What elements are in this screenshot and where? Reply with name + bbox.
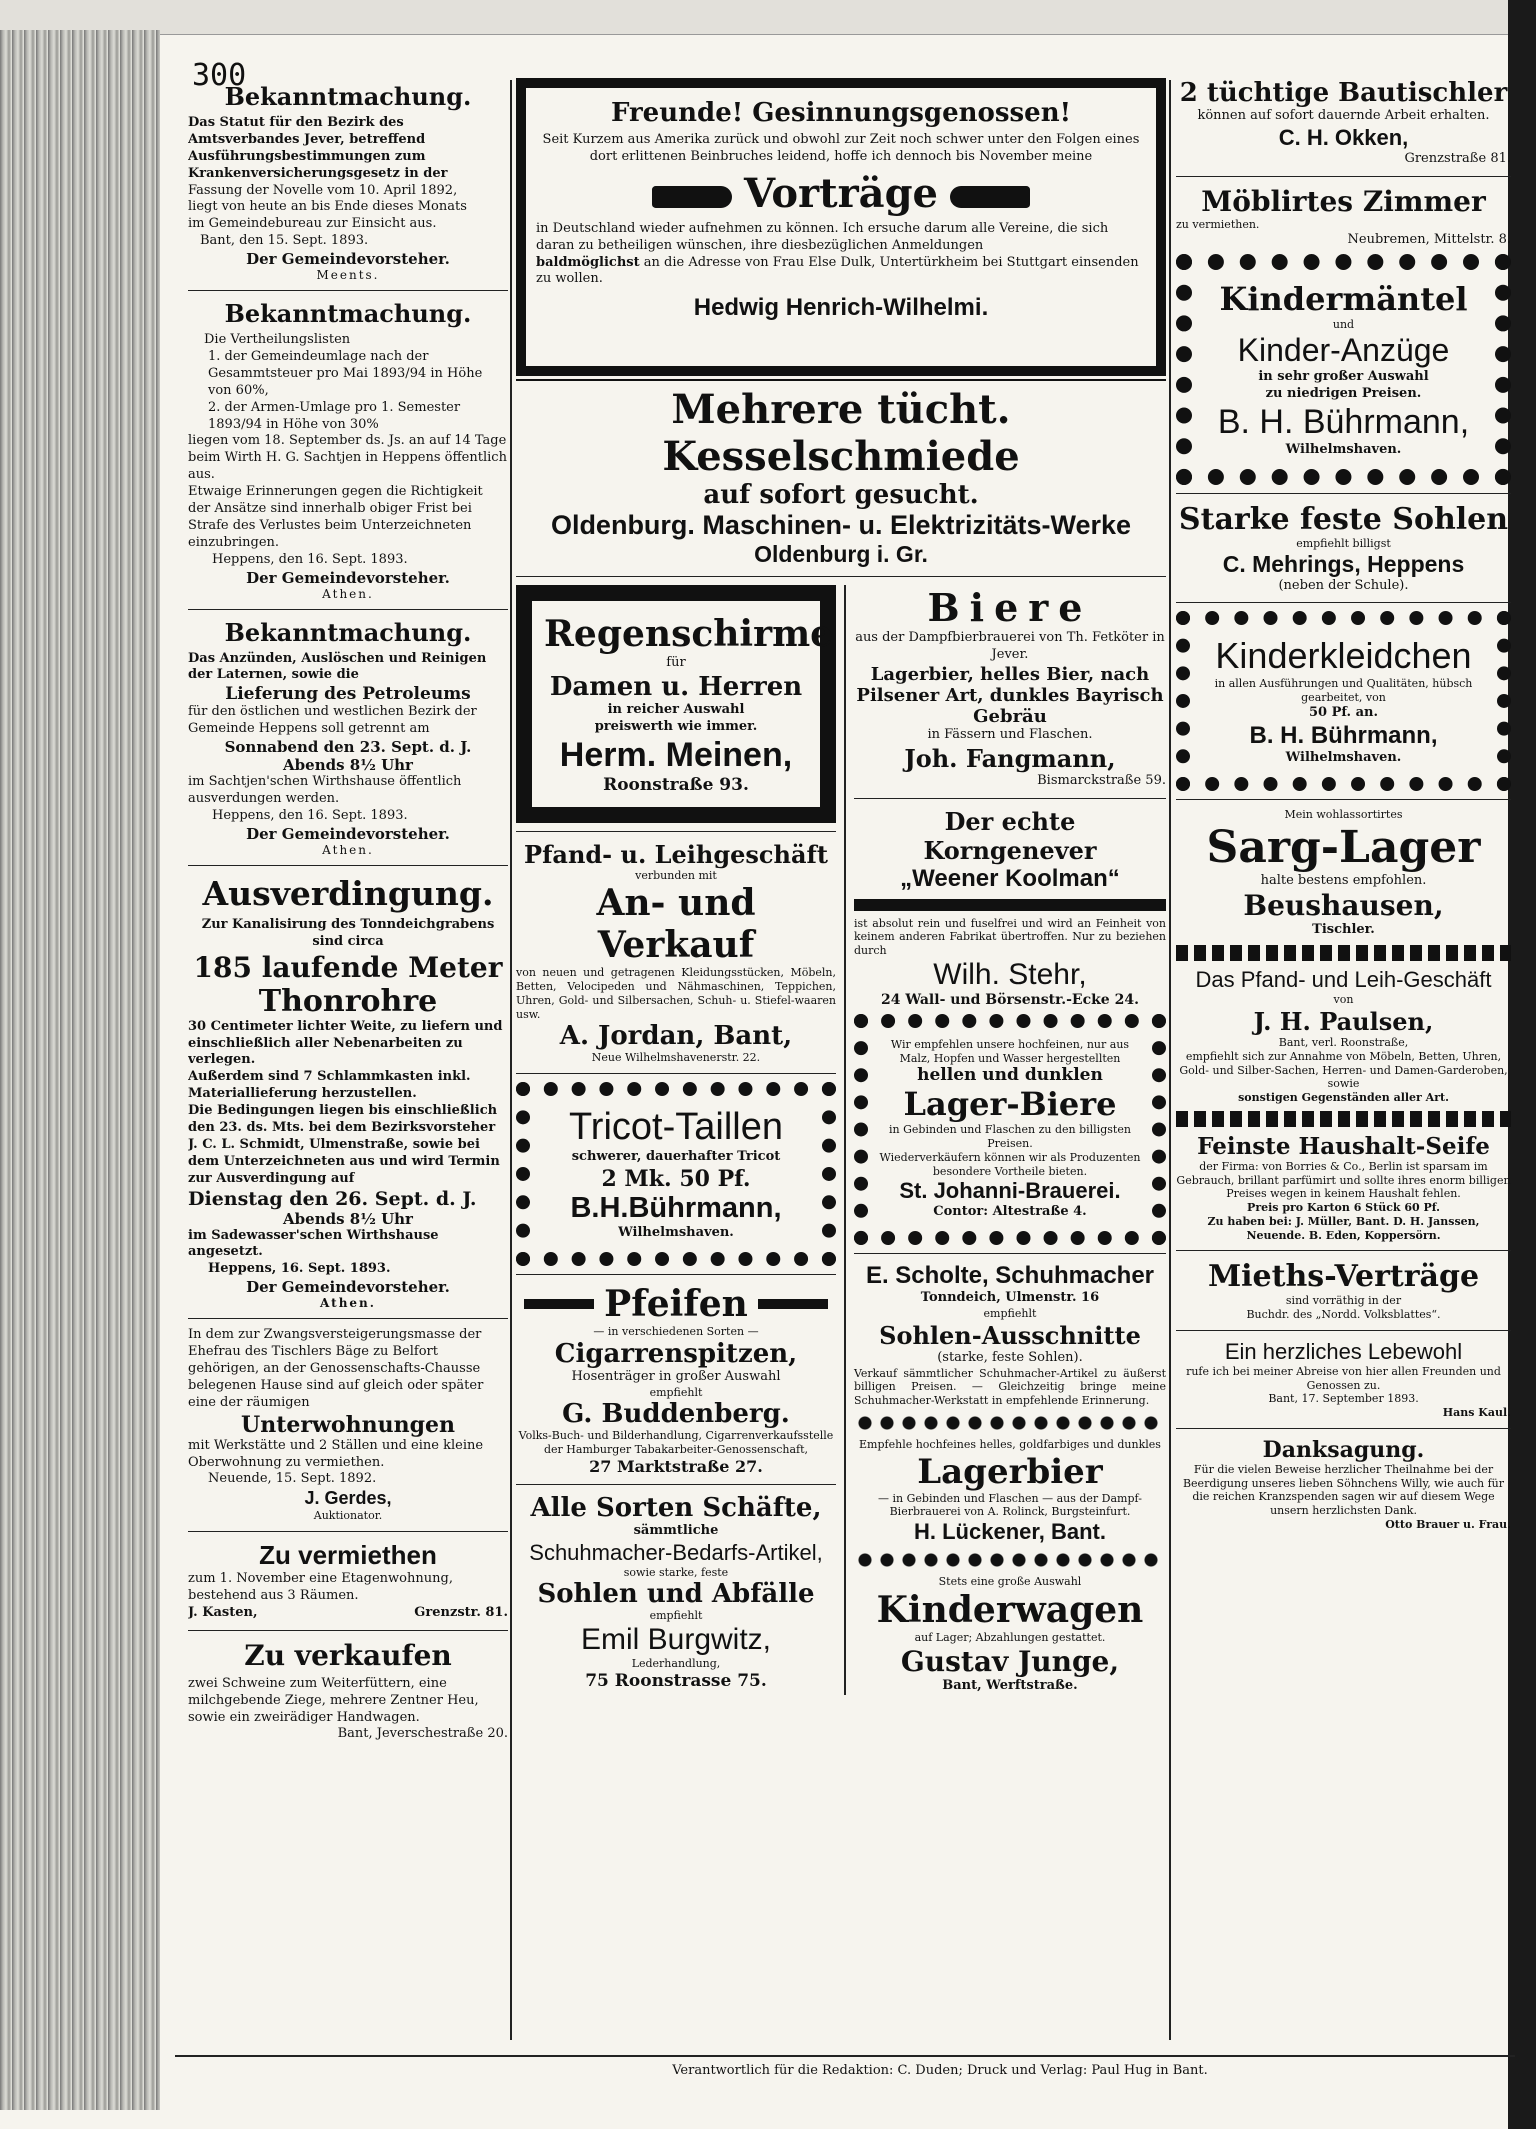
imprint-rule [175, 2055, 1515, 2057]
notice-signer: Der Gemeindevorsteher. [246, 250, 450, 269]
ad-johanni-brauerei [854, 1014, 1166, 1245]
ad-text: empfiehlt [649, 1609, 703, 1623]
ad-kesselschmiede [516, 386, 1166, 568]
text-line: Ausführungsbestimmungen zum [188, 148, 426, 164]
ad-text: empfiehlt [983, 1307, 1037, 1321]
column-rule [510, 80, 512, 2040]
ad-heading: Kinderkleidchen [1215, 635, 1472, 677]
ad-text: zwei Schweine zum Weiterfüttern, eine milchgebende Ziege, mehrere Zentner Heu, sowie ein zweirädiger Handwagen. [188, 1675, 479, 1725]
ad-big: Unterwohnungen [241, 1411, 455, 1438]
ad-text: sowie starke, feste [623, 1565, 729, 1579]
column-rule [1169, 80, 1171, 2040]
ad-paulsen [1176, 967, 1511, 1105]
ad-city: Oldenburg i. Gr. [754, 541, 928, 567]
ad-name: B.H.Bührmann, [570, 1192, 782, 1225]
ad-text: Wiederverkäufern können wir als Produzenten besondere Vortheile bieten. [879, 1150, 1141, 1178]
ad-big: Kinderwagen [876, 1588, 1144, 1631]
ad-zu-vermiethen [188, 1540, 508, 1622]
page-number: 300 [192, 58, 247, 93]
ad-name: Beushausen, [1243, 889, 1444, 923]
ad-text: Neuende. B. Eden, Koppersörn. [1246, 1228, 1441, 1242]
ad-heading: Danksagung. [1262, 1436, 1425, 1463]
ad-city: Wilhelmshaven. [1285, 441, 1402, 457]
ad-text: Zu haben bei: J. Müller, Bant. D. H. Janssen, [1207, 1214, 1480, 1228]
decorative-bar [854, 1414, 1166, 1432]
ad-sub: auf sofort gesucht. [703, 480, 979, 510]
ad-text: verbunden mit [635, 868, 717, 882]
ad-heading: Feinste Haushalt-Seife [1197, 1132, 1490, 1160]
ad-text: sonstigen Gegenständen aller Art. [1238, 1091, 1449, 1105]
notice-date-time: Abends 8½ Uhr [283, 756, 413, 775]
separator [188, 1630, 508, 1631]
ad-text: Lederhandlung, [631, 1657, 721, 1671]
notice-text: 30 Centimeter lichter Weite, zu liefern und einschließlich aller Nebenarbeiten zu verlegen. [188, 1018, 503, 1068]
ad-big: Vorträge [743, 169, 938, 217]
ad-text: in reicher Auswahl [607, 701, 745, 717]
text-line: Das Statut für den Bezirk des [188, 115, 404, 130]
notice-text: für den östlichen und westlichen Bezirk der Gemeinde Heppens soll getrennt am [188, 704, 477, 737]
notice-heppens-lists [188, 299, 508, 600]
ad-name: J. Gerdes, [304, 1488, 392, 1509]
ad-korngenever [854, 807, 1166, 1008]
ad-name: Hans Kaul. [1442, 1406, 1511, 1420]
ad-text: auf Lager; Abzahlungen gestattet. [914, 1630, 1106, 1644]
notice-date: Heppens, den 16. Sept. 1893. [212, 551, 408, 567]
ad-heading: Freunde! Gesinnungsgenossen! [610, 98, 1072, 128]
separator [516, 1274, 836, 1275]
ad-text: (starke, feste Sohlen). [937, 1349, 1083, 1365]
ad-text: sind vorräthig in der [1285, 1294, 1402, 1308]
separator [188, 609, 508, 610]
ad-zu-verkaufen [188, 1639, 508, 1744]
ad-heading: Mehrere tücht. Kesselschmiede [662, 386, 1020, 480]
ad-schaefte [516, 1493, 836, 1691]
separator [188, 1318, 508, 1319]
ad-heading: Alle Sorten Schäfte, [530, 1492, 822, 1523]
separator [516, 1484, 836, 1485]
ad-junge [854, 1575, 1166, 1694]
ad-bautischler [1176, 78, 1511, 168]
ad-heading: Der echte Korngenever [923, 806, 1097, 865]
ad-name: Otto Brauer u. Frau. [1385, 1517, 1511, 1531]
ad-address: 27 Marktstraße 27. [589, 1456, 763, 1476]
ad-city: Wilhelmshaven. [618, 1225, 734, 1241]
decorative-bar [854, 1551, 1166, 1569]
ad-text: in sehr großer Auswahl [1258, 369, 1429, 385]
ad-heading-row [516, 1283, 836, 1325]
ad-tricot-taillen [516, 1082, 836, 1266]
separator [516, 1073, 836, 1074]
ad-kindermaentel [1176, 254, 1511, 484]
ad-mieths-vertraege [1176, 1259, 1511, 1322]
ad-pfeifen [516, 1283, 836, 1476]
ad-regenschirme [516, 585, 836, 823]
text-line: liegt von heute an bis Ende dieses Monats [188, 199, 467, 215]
ad-text: Hosenträger in großer Auswahl [571, 1368, 781, 1384]
ad-big: An- und Verkauf [596, 882, 756, 967]
ad-price: 2 Mk. 50 Pf. [601, 1166, 751, 1193]
ad-scholte [854, 1262, 1166, 1408]
ad-big: Cigarrenspitzen, [554, 1338, 798, 1369]
ad-address: Grenzstraße 81. [1404, 150, 1511, 166]
middle-subcolumn-right [854, 585, 1166, 1695]
ad-name: A. Jordan, Bant, [559, 1021, 793, 1052]
ad-name: J. H. Paulsen, [1253, 1007, 1434, 1037]
ad-unterwohnungen [188, 1327, 508, 1523]
notice-text: liegen vom 18. September ds. Js. an auf 14 Tage beim Wirth H. G. Sachtjen in Heppens öffentlich aus. [188, 433, 507, 483]
notice-text: 1. der Gemeindeumlage nach der Gesammtsteuer pro Mai 1893/94 in Höhe von 60%, [208, 349, 483, 398]
ad-big: Lagerbier [917, 1451, 1103, 1492]
separator [1176, 799, 1511, 800]
book-spine [0, 30, 160, 2110]
pointing-hand-right-icon [652, 186, 732, 208]
ad-text: mit Werkstätte und 2 Ställen und eine kleine Oberwohnung zu vermiethen. [188, 1437, 484, 1470]
notice-date: Bant, den 15. Sept. 1893. [200, 233, 369, 249]
ad-city: Wilhelmshaven. [1285, 749, 1402, 765]
ad-address: Roonstraße 93. [603, 774, 749, 795]
ad-text: Mein wohlassortirtes [1284, 807, 1403, 821]
ad-name: Joh. Fangmann, [904, 743, 1116, 773]
ad-text: in Fässern und Flaschen. [927, 726, 1093, 742]
text-line: Amtsverbandes Jever, betreffend [188, 131, 426, 147]
column-right [1176, 78, 1511, 2049]
ad-text: preiswerth wie immer. [594, 718, 758, 734]
decorative-bar [524, 1299, 594, 1309]
text-line: Fassung der Novelle vom 10. April 1892, [188, 182, 458, 198]
notice-text: Die Vertheilungslisten [204, 332, 351, 348]
ad-address: Bant, verl. Roonstraße, [1278, 1036, 1409, 1050]
ad-sarg-lager [1176, 808, 1511, 940]
ad-text: Volks-Buch- und Bilderhandlung, Cigarrenverkaufsstelle der Hamburger Tabakarbeiter-Genossenschaft, [518, 1429, 834, 1457]
separator [188, 865, 508, 866]
middle-subcolumn-left [516, 585, 836, 1695]
ad-text: schwerer, dauerhafter Tricot [571, 1149, 781, 1165]
ad-heading: Sarg-Lager [1206, 821, 1481, 873]
ad-name: J. Kasten, [188, 1604, 258, 1620]
notice-signer: Der Gemeindevorsteher. [246, 1278, 450, 1297]
ad-heading: Mieths-Verträge [1207, 1259, 1480, 1295]
notice-heading: Bekanntmachung. [224, 299, 472, 329]
notice-text: im Sachtjen'schen Wirthshause öffentlich ausverdungen werden. [188, 774, 462, 807]
ad-big: Damen u. Herren [549, 671, 803, 702]
ad-role: Tischler. [1312, 922, 1375, 938]
ad-freunde [516, 78, 1166, 376]
text-line: im Gemeindebureau zur Einsicht aus. [188, 216, 437, 232]
notice-text: Außerdem sind 7 Schlammkasten inkl. Materiallieferung herzustellen. [188, 1069, 471, 1102]
notice-bant [188, 82, 508, 282]
ad-lueckener [854, 1438, 1166, 1545]
ad-address: Neubremen, Mittelstr. 8. [1347, 231, 1511, 247]
ad-text: In dem zur Zwangsversteigerungsmasse der Ehefrau des Tischlers Bäge zu Belfort gehörigen, an der Genossenschafts-Chausse belegenen Hause sind auf gleich oder später eine der räumigen [188, 1327, 484, 1410]
notice-text [188, 115, 508, 233]
ad-address: 75 Roonstrasse 75. [585, 1670, 767, 1691]
ad-text: Stets eine große Auswahl [938, 1575, 1082, 1589]
ad-role: Auktionator. [313, 1509, 383, 1523]
separator [854, 1253, 1166, 1254]
ad-name: G. Buddenberg. [562, 1399, 790, 1430]
decorative-bar [854, 899, 1166, 911]
notice-heading: Bekanntmachung. [224, 617, 472, 647]
pointing-hand-left-icon [950, 186, 1030, 208]
ad-pfand-jordan [516, 840, 836, 1066]
ad-address: Bant, Werftstraße. [942, 1677, 1078, 1693]
ad-text: in Deutschland wieder aufnehmen zu können. Ich ersuche darum alle Vereine, die sich daran zu betheiligen wünschen, ihre diesbezüglichen Anmeldungen [536, 220, 1109, 253]
decorative-bar [1176, 1111, 1511, 1127]
ad-heading: Biere [927, 585, 1093, 630]
ad-text: in allen Ausführungen und Qualitäten, hübsch gearbeitet, von [1214, 677, 1473, 705]
ad-text: von neuen und getragenen Kleidungsstücken, Möbeln, Betten, Velocipeden und Nähmaschinen, Teppichen, Uhren, Gold- und Silbersachen, Schuh- u. Stiefel-waaren usw. [516, 966, 836, 1021]
notice-date: Heppens, den 16. Sept. 1893. [212, 807, 408, 823]
ad-address: Tonndeich, Ulmenstr. 16 [920, 1290, 1100, 1306]
ad-address: 24 Wall- und Börsenstr.-Ecke 24. [881, 991, 1139, 1008]
ad-text: rufe ich bei meiner Abreise von hier allen Freunden und Genossen zu. [1186, 1364, 1501, 1392]
ad-heading: 2 tüchtige Bautischler [1179, 78, 1508, 108]
ad-address: Bismarckstraße 59. [1037, 772, 1166, 788]
ad-name: Gustav Junge, [900, 1644, 1120, 1678]
ad-company: Oldenburg. Maschinen- u. Elektrizitäts-Werke [550, 510, 1132, 540]
notice-date-time: Sonnabend den 23. Sept. d. J. [224, 738, 472, 757]
ad-big: Sohlen-Ausschnitte [879, 1320, 1141, 1350]
ad-text: Für die vielen Beweise herzlicher Theilnahme bei der Beerdigung unseres lieben Söhnchens Willy, wie auch für die reichen Kranzspenden sagen wir auf diesem Wege unsern herzlichsten Dank. [1182, 1462, 1505, 1518]
ad-danksagung [1176, 1437, 1511, 1532]
ad-name: B. H. Bührmann, [1217, 402, 1470, 441]
ad-address: Neue Wilhelmshavenerstr. 22. [591, 1051, 761, 1065]
notice-signer-name: Athen. [320, 1296, 376, 1311]
ad-lebewohl [1176, 1339, 1511, 1420]
ad-price: 50 Pf. an. [1309, 704, 1378, 720]
ad-address: Contor: Altestraße 4. [933, 1204, 1087, 1220]
ad-heading: Starke feste Sohlen [1178, 501, 1509, 537]
ad-haushalt-seife [1176, 1133, 1511, 1243]
ad-sub: hellen und dunklen [917, 1065, 1103, 1086]
ad-address: Bant, Jeverschestraße 20. [337, 1726, 508, 1742]
separator [1176, 602, 1511, 603]
ad-text: an die Adresse von Frau Else Dulk, Untertürkheim bei Stuttgart einsenden zu wollen. [536, 254, 1139, 287]
ad-text: Verkauf sämmtlicher Schuhmacher-Artikel zu äußerst billigen Preisen. — Gleichzeitig bringe meine Schuhmacher-Werkstatt in empfehlende Erinnerung. [853, 1366, 1166, 1408]
separator [854, 798, 1166, 799]
notice-signer: Der Gemeindevorsteher. [246, 824, 450, 843]
notice-signer: Der Gemeindevorsteher. [246, 568, 450, 587]
ad-name: C. Mehrings, Heppens [1222, 550, 1465, 577]
ad-text: empfiehlt billigst [1296, 536, 1391, 550]
middle-subcolumns [516, 585, 1166, 1695]
separator [516, 576, 1166, 577]
separator [1176, 493, 1511, 494]
ad-biere [854, 585, 1166, 790]
ad-address: (neben der Schule). [1278, 577, 1409, 593]
page-right-edge [1508, 0, 1536, 2129]
ad-starke-sohlen [1176, 502, 1511, 595]
ad-text: sämmtliche [633, 1522, 719, 1538]
ad-kinderkleidchen [1176, 611, 1511, 790]
ad-name: Wilh. Stehr, [933, 957, 1087, 991]
notice-text: Die Bedingungen liegen bis einschließlich den 23. ds. Mts. bei dem Bezirksvorsteher J. C. L. Schmidt, Ulmenstraße, sowie bei dem Unterzeichneten aus und wird Termin zur Ausverdingung auf [188, 1103, 500, 1186]
ad-text: und [1332, 318, 1355, 332]
separator [188, 290, 508, 291]
ad-text: — in verschiedenen Sorten — [593, 1324, 759, 1338]
separator [1176, 1250, 1511, 1251]
ad-text: für [666, 655, 686, 670]
ad-heading: Zu verkaufen [244, 1638, 452, 1672]
ad-date: Bant, 17. September 1893. [1268, 1392, 1419, 1406]
ad-name: B. H. Bührmann, [1249, 721, 1438, 749]
ad-name: Emil Burgwitz, [580, 1623, 772, 1657]
column-middle [516, 78, 1166, 2049]
notice-petroleum [188, 618, 508, 857]
ad-big: Schuhmacher-Bedarfs-Artikel, [529, 1539, 823, 1565]
ad-text: in Gebinden und Flaschen zu den billigsten Preisen. [889, 1123, 1131, 1151]
ad-bold: baldmöglichst [536, 254, 640, 270]
ad-heading: Pfeifen [604, 1282, 748, 1325]
notice-signer-name: Athen. [322, 586, 374, 601]
ad-heading: Zu vermiethen [259, 1540, 437, 1571]
ad-text: ist absolut rein und fuselfrei und wird an Feinheit von keinem anderen Fabrikat übertroffen. Nur zu beziehen durch [853, 916, 1166, 958]
ad-heading: Möblirtes Zimmer [1201, 184, 1486, 218]
ad-name: C. H. Okken, [1278, 124, 1409, 150]
column-left [188, 78, 508, 2049]
notice-date: Heppens, 16. Sept. 1893. [208, 1261, 391, 1277]
ad-text: Seit Kurzem aus Amerika zurück und obwohl zur Zeit noch schwer unter den Folgen eines dort erlittenen Beinbruches leidend, hoffe ich dennoch bis November meine [542, 132, 1140, 164]
notice-text: 2. der Armen-Umlage pro 1. Semester 1893/94 in Höhe von 30% [208, 399, 461, 432]
notice-signer-name: Meents. [316, 268, 380, 283]
ad-heading: Pfand- u. Leihgeschäft [524, 839, 828, 869]
notice-heading: Ausverdingung. [202, 873, 494, 913]
notice-big: 185 laufende Meter [193, 950, 503, 984]
ad-text: halte bestens empfohlen. [1260, 872, 1427, 888]
ad-address: Grenzstr. 81. [414, 1604, 508, 1620]
separator [1176, 1330, 1511, 1331]
notice-text: Zur Kanalisirung des Tonndeichgrabens sind circa [201, 916, 495, 949]
ad-signature [188, 1605, 508, 1622]
ad-heading: Das Pfand- und Leih-Geschäft [1195, 967, 1492, 993]
ad-text: Empfehle hochfeines helles, goldfarbiges und dunkles [859, 1437, 1161, 1451]
subcolumn-rule [844, 585, 846, 1695]
ad-text: zu vermiethen. [1176, 217, 1260, 231]
notice-ausverdingung [188, 874, 508, 1310]
ad-text: zu niedrigen Preisen. [1265, 386, 1422, 402]
ad-name: E. Scholte, Schuhmacher [865, 1262, 1155, 1290]
ad-name: H. Lückener, Bant. [914, 1519, 1106, 1545]
ad-name: St. Johanni-Brauerei. [899, 1178, 1121, 1204]
decorative-bar [758, 1299, 828, 1309]
ad-text: Buchdr. des „Nordd. Volksblattes“. [1246, 1308, 1441, 1322]
decorative-bar [1176, 945, 1511, 961]
notice-date-time: Dienstag den 26. Sept. d. J. [188, 1187, 477, 1210]
ad-name: Herm. Meinen, [559, 735, 793, 774]
ad-big: Lager-Biere [903, 1085, 1117, 1124]
text-line: Krankenversicherungsgesetz in der [188, 165, 448, 181]
notice-signer-name: Athen. [322, 842, 374, 857]
ad-big: Lagerbier, helles Bier, nach Pilsener Art, dunkles Bayrisch Gebräu [856, 663, 1164, 727]
separator [188, 1531, 508, 1532]
notice-text: Etwaige Erinnerungen gegen die Richtigkeit der Ansätze sind innerhalb obiger Frist bei Strafe des Verlustes beim Unterzeichneten einzubringen. [188, 484, 483, 550]
ad-heading: Tricot-Taillen [569, 1106, 783, 1149]
separator [1176, 1428, 1511, 1429]
ad-heading: Ein herzliches Lebewohl [1224, 1338, 1463, 1364]
ad-text: können auf sofort dauernde Arbeit erhalten. [1197, 108, 1490, 123]
page-top-edge [0, 0, 1536, 35]
ad-big: Sohlen und Abfälle [537, 1579, 815, 1610]
ad-text: der Firma: von Borries & Co., Berlin ist sparsam im Gebrauch, brillant parfümirt und sollte ihres enorm billigen Preises wegen in keinem Haushalt fehlen. [1176, 1159, 1511, 1201]
ad-price: Preis pro Karton 6 Stück 60 Pf. [1247, 1201, 1440, 1215]
ad-heading: Regenschirme [544, 613, 834, 655]
ad-name: Hedwig Henrich-Wilhelmi. [693, 294, 989, 322]
ad-moeblirtes-zimmer [1176, 185, 1511, 249]
notice-text: im Sadewasser'schen Wirthshause angesetzt. [188, 1227, 439, 1260]
ad-date: Neuende, 15. Sept. 1892. [208, 1471, 377, 1487]
ad-text: empfiehlt sich zur Annahme von Möbeln, Betten, Uhren, Gold- und Silber-Sachen, Herren- und Damen-Garderoben, sowie [1179, 1049, 1508, 1091]
imprint-line: Verantwortlich für die Redaktion: C. Duden; Druck und Verlag: Paul Hug in Bant. [672, 2063, 1208, 2078]
ad-product: „Weener Koolman“ [900, 864, 1120, 892]
ad-big: Kinder-Anzüge [1237, 332, 1450, 369]
ad-text: zum 1. November eine Etagenwohnung, bestehend aus 3 Räumen. [188, 1571, 453, 1603]
ad-text: von [1333, 993, 1354, 1007]
notice-bold: Lieferung des Petroleums [225, 684, 471, 705]
notice-text: Das Anzünden, Auslöschen und Reinigen der Laternen, sowie die [188, 650, 487, 683]
ad-text: empfiehlt [649, 1385, 703, 1399]
separator [1176, 176, 1511, 177]
ad-text: Wir empfehlen unsere hochfeinen, nur aus Malz, Hopfen und Wasser hergestellten [890, 1037, 1130, 1065]
ad-text: aus der Dampfbierbrauerei von Th. Fetköter in Jever. [855, 630, 1165, 662]
ad-heading: Kindermäntel [1219, 280, 1468, 319]
ad-text: — in Gebinden und Flaschen — aus der Dampf-Bierbrauerei von A. Rolinck, Burgsteinfurt. [878, 1491, 1142, 1519]
notice-big: Thonrohre [258, 983, 438, 1019]
ad-big-line [536, 170, 1146, 217]
notice-heading: Bekanntmachung. [224, 82, 472, 111]
separator [516, 831, 836, 832]
notice-date-time: Abends 8½ Uhr [283, 1209, 413, 1228]
